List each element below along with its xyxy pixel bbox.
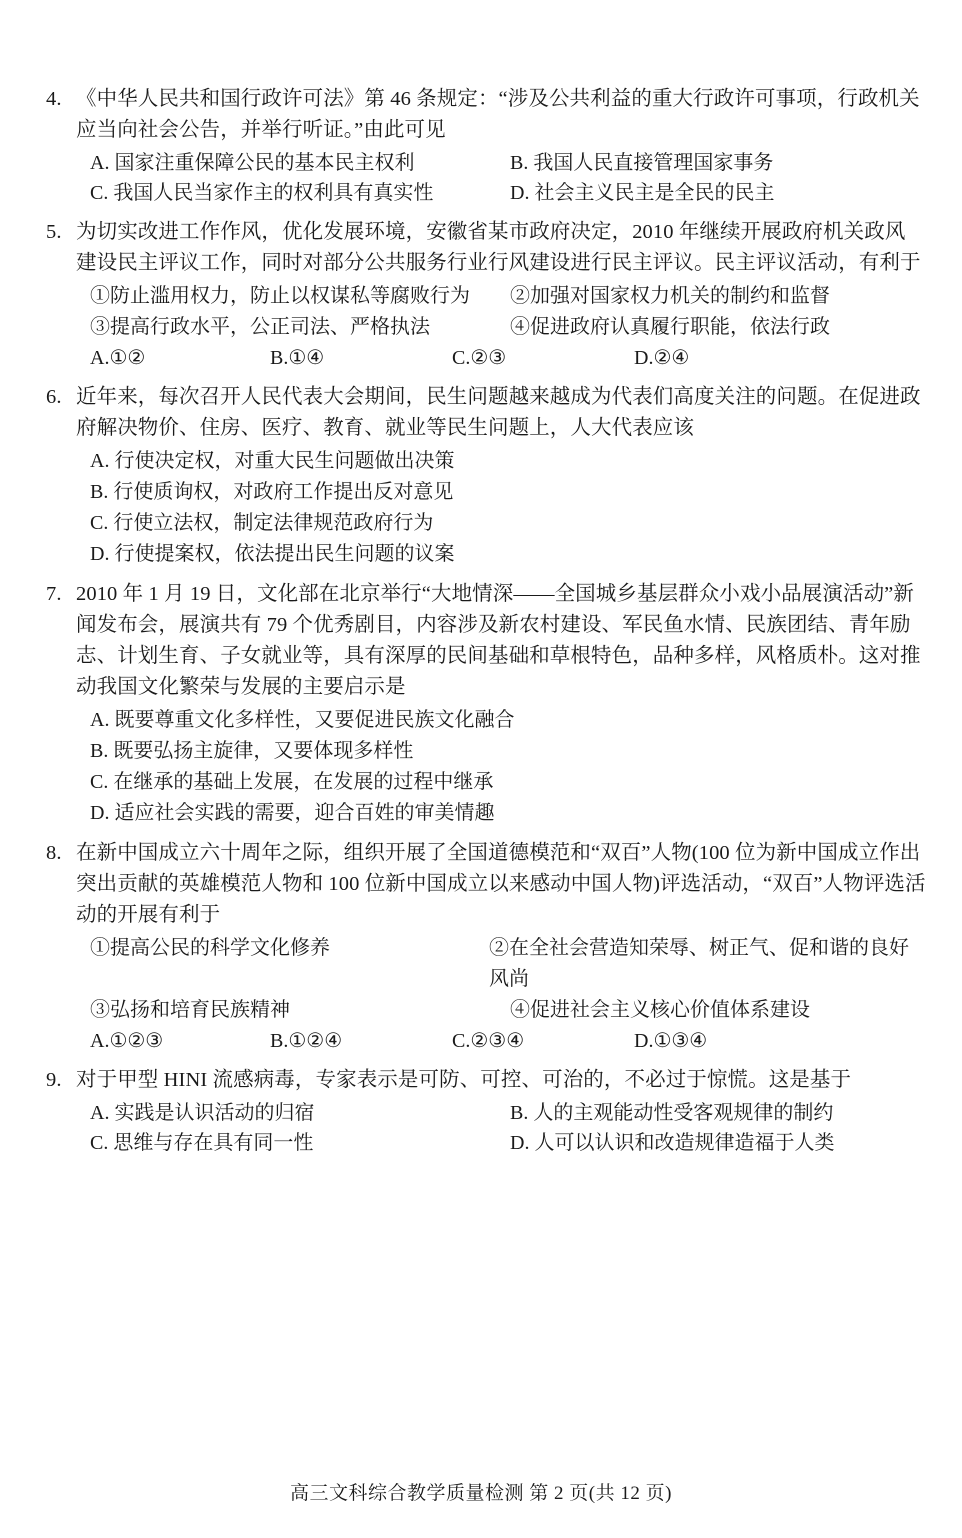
question-9-option-row-2 xyxy=(46,1128,926,1158)
question-6-stem xyxy=(46,382,926,444)
question-7-stem xyxy=(46,579,926,703)
question-5-stem xyxy=(46,217,926,279)
question-9-number: 9. xyxy=(46,1069,62,1091)
question-8-substatement-3: ③弘扬和培育民族精神 xyxy=(90,999,290,1021)
question-8-number: 8. xyxy=(46,842,62,864)
question-4-stem-text: 《中华人民共和国行政许可法》第 46 条规定：“涉及公共利益的重大行政许可事项，行政机关应当向社会公告，并举行听证。”由此可见 xyxy=(76,88,920,141)
question-8-substatement-2: ②在全社会营造知荣辱、树正气、促和谐的良好风尚 xyxy=(489,937,909,990)
question-4-option-row-2 xyxy=(46,178,926,208)
question-8-substatement-1: ①提高公民的科学文化修养 xyxy=(90,937,330,959)
question-5-stem-text: 为切实改进工作作风，优化发展环境，安徽省某市政府决定，2010 年继续开展政府机关政风建设民主评议工作，同时对部分公共服务行业行风建设进行民主评议。民主评议活动，有利于 xyxy=(76,221,921,274)
question-8-stem xyxy=(46,838,926,931)
question-9 xyxy=(46,1065,926,1158)
question-8-option-a[interactable]: A.①②③ xyxy=(90,1030,164,1052)
question-6-option-d[interactable]: D. 行使提案权，依法提出民生问题的议案 xyxy=(90,543,455,565)
question-4-options xyxy=(46,148,926,208)
question-8-option-c[interactable]: C.②③④ xyxy=(452,1030,525,1052)
question-5-substatement-4: ④促进政府认真履行职能，依法行政 xyxy=(510,316,830,338)
question-4-number: 4. xyxy=(46,88,62,110)
page-footer: 高三文科综合教学质量检测 第 2 页(共 12 页) xyxy=(290,1483,672,1504)
question-4-option-row-1 xyxy=(46,148,926,178)
question-5-option-d[interactable]: D.②④ xyxy=(634,347,690,369)
question-5-substatement-3: ③提高行政水平，公正司法、严格执法 xyxy=(90,316,430,338)
question-8-option-d[interactable]: D.①③④ xyxy=(634,1030,708,1052)
question-9-option-c[interactable]: C. 思维与存在具有同一性 xyxy=(90,1132,314,1154)
question-7-option-a[interactable]: A. 既要尊重文化多样性，又要促进民族文化融合 xyxy=(90,709,515,731)
question-9-option-b[interactable]: B. 人的主观能动性受客观规律的制约 xyxy=(510,1102,834,1124)
question-7-stem-text: 2010 年 1 月 19 日，文化部在北京举行“大地情深——全国城乡基层群众小戏小品展演活动”新闻发布会，展演共有 79 个优秀剧目，内容涉及新农村建设、军民鱼水情、民族团结、青年励志、计划生育、子女就业等，具有深厚的民间基础和草根特色，品种多样，风格质朴。这对推动我国文化繁荣与发展的主要启示是 xyxy=(76,583,921,698)
question-7-options xyxy=(46,705,926,829)
question-6-number: 6. xyxy=(46,386,62,408)
question-9-stem-text: 对于甲型 HINI 流感病毒，专家表示是可防、可控、可治的，不必过于惊慌。这是基于 xyxy=(76,1069,852,1091)
question-6-options xyxy=(46,446,926,570)
question-8-substatement-row-2 xyxy=(46,995,926,1026)
question-7-option-c[interactable]: C. 在继承的基础上发展，在发展的过程中继承 xyxy=(90,771,494,793)
question-5-option-a[interactable]: A.①② xyxy=(90,347,146,369)
question-5-substatements xyxy=(46,281,926,373)
question-4 xyxy=(46,84,926,208)
question-8 xyxy=(46,838,926,1056)
question-5 xyxy=(46,217,926,373)
question-5-substatement-1: ①防止滥用权力，防止以权谋私等腐败行为 xyxy=(90,285,470,307)
question-7 xyxy=(46,579,926,829)
question-8-substatements xyxy=(46,933,926,1056)
question-7-number: 7. xyxy=(46,583,62,605)
question-5-substatement-2: ②加强对国家权力机关的制约和监督 xyxy=(510,285,830,307)
question-9-stem xyxy=(46,1065,926,1096)
question-9-options xyxy=(46,1098,926,1158)
question-8-option-b[interactable]: B.①②④ xyxy=(270,1030,343,1052)
question-5-substatement-row-1 xyxy=(46,281,926,312)
question-5-option-c[interactable]: C.②③ xyxy=(452,347,507,369)
question-4-option-d[interactable]: D. 社会主义民主是全民的民主 xyxy=(510,182,775,204)
question-5-substatement-row-2 xyxy=(46,312,926,343)
question-6-option-c[interactable]: C. 行使立法权，制定法律规范政府行为 xyxy=(90,512,434,534)
question-9-option-d[interactable]: D. 人可以认识和改造规律造福于人类 xyxy=(510,1132,835,1154)
question-9-option-a[interactable]: A. 实践是认识活动的归宿 xyxy=(90,1102,315,1124)
question-7-option-b[interactable]: B. 既要弘扬主旋律，又要体现多样性 xyxy=(90,740,414,762)
question-6-option-a[interactable]: A. 行使决定权，对重大民生问题做出决策 xyxy=(90,450,455,472)
question-4-option-c[interactable]: C. 我国人民当家作主的权利具有真实性 xyxy=(90,182,434,204)
question-9-option-row-1 xyxy=(46,1098,926,1128)
question-5-option-row xyxy=(46,343,926,373)
question-4-stem xyxy=(46,84,926,146)
question-6 xyxy=(46,382,926,570)
question-list xyxy=(46,84,926,1167)
question-8-stem-text: 在新中国成立六十周年之际，组织开展了全国道德模范和“双百”人物(100 位为新中国成立作出突出贡献的英雄模范人物和 100 位新中国成立以来感动中国人物)评选活动，“双百”人物评选活动的开展有利于 xyxy=(76,842,926,926)
question-4-option-b[interactable]: B. 我国人民直接管理国家事务 xyxy=(510,152,774,174)
question-8-option-row xyxy=(46,1026,926,1056)
question-8-substatement-row-1 xyxy=(46,933,926,995)
question-5-number: 5. xyxy=(46,221,62,243)
question-6-stem-text: 近年来，每次召开人民代表大会期间，民生问题越来越成为代表们高度关注的问题。在促进政府解决物价、住房、医疗、教育、就业等民生问题上，人大代表应该 xyxy=(76,386,921,439)
question-5-option-b[interactable]: B.①④ xyxy=(270,347,325,369)
question-7-option-d[interactable]: D. 适应社会实践的需要，迎合百姓的审美情趣 xyxy=(90,802,495,824)
question-4-option-a[interactable]: A. 国家注重保障公民的基本民主权利 xyxy=(90,152,415,174)
question-6-option-b[interactable]: B. 行使质询权，对政府工作提出反对意见 xyxy=(90,481,454,503)
question-8-substatement-4: ④促进社会主义核心价值体系建设 xyxy=(510,999,810,1021)
